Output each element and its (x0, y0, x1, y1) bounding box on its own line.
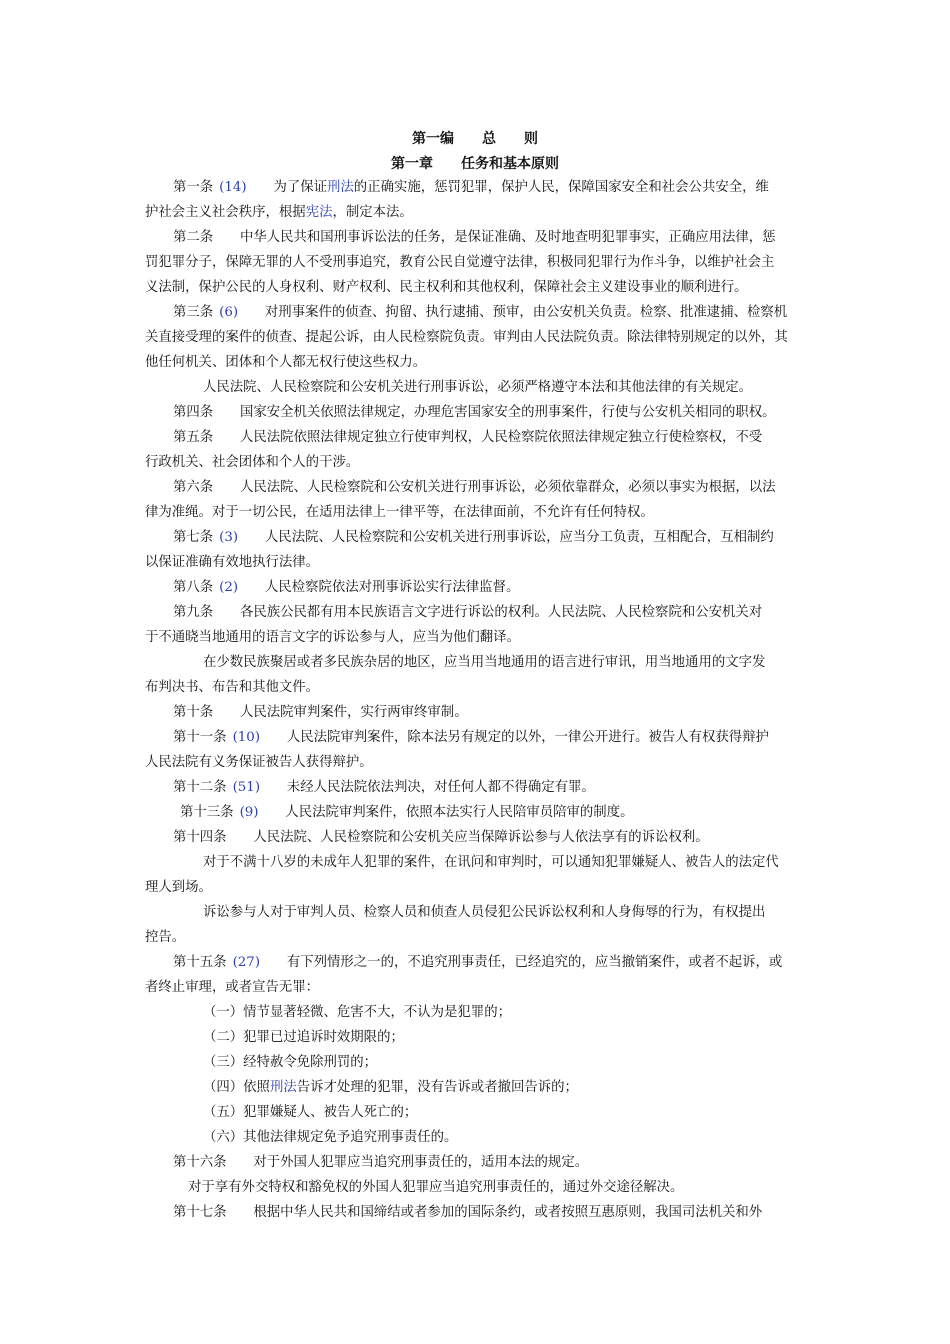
article-label: 第一条 (173, 180, 214, 195)
article-15-line-1 (173, 955, 782, 971)
article-14-para-3-line-2: 控告。 (145, 930, 186, 945)
article-2-line-1: 第二条 中华人民共和国刑事诉讼法的任务，是保证准确、及时地查明犯罪事实，正确应用法律，惩 (173, 230, 776, 245)
article-ref: (51) (232, 780, 261, 795)
text: ，制定本法。 (332, 205, 413, 220)
text: 的正确实施，惩罚犯罪，保护人民，保障国家安全和社会公共安全，维 (353, 180, 769, 195)
article-7-line-2: 以保证准确有效地执行法律。 (145, 555, 320, 570)
article-label: 第十五条 (173, 955, 227, 970)
xianfa-link[interactable]: 宪法 (305, 205, 333, 220)
article-2-line-2: 罚犯罪分子，保障无罪的人不受刑事追究，教育公民自觉遵守法律，积极同犯罪行为作斗争，以维护社会主 (145, 255, 775, 270)
article-1-line-2 (145, 205, 413, 221)
article-7-line-1 (173, 530, 774, 546)
text: 为了保证 (246, 180, 328, 195)
article-16-line-1: 第十六条 对于外国人犯罪应当追究刑事责任的，适用本法的规定。 (173, 1155, 589, 1170)
article-4-line-1: 第四条 国家安全机关依照法律规定，办理危害国家安全的刑事案件，行使与公安机关相同的职权。 (173, 405, 776, 420)
article-ref: (3) (219, 530, 239, 545)
article-label: 第十三条 (180, 805, 234, 820)
article-3-para-2: 人民法院、人民检察院和公安机关进行刑事诉讼，必须严格遵守本法和其他法律的有关规定。 (203, 380, 753, 395)
text: 人民法院审判案件，依照本法实行人民陪审员陪审的制度。 (258, 805, 634, 820)
article-3-line-1 (173, 305, 787, 321)
article-9-para-2-line-2: 布判决书、布告和其他文件。 (145, 680, 320, 695)
article-5-line-2: 行政机关、社会团体和个人的干涉。 (145, 455, 360, 470)
article-14-para-2-line-1: 对于不满十八岁的未成年人犯罪的案件，在讯问和审判时，可以通知犯罪嫌疑人、被告人的法定代 (203, 855, 779, 870)
article-9-line-2: 于不通晓当地通用的语言文字的诉讼参与人，应当为他们翻译。 (145, 630, 520, 645)
text: （四）依照 (203, 1080, 270, 1095)
article-5-line-1: 第五条 人民法院依照法律规定独立行使审判权，人民检察院依照法律规定独立行使检察权，不受 (173, 430, 763, 445)
article-3-line-3: 他任何机关、团体和个人都无权行使这些权力。 (145, 355, 427, 370)
part-heading: 第一编 总 则 (412, 131, 538, 147)
article-ref: (27) (232, 955, 261, 970)
chapter-heading: 第一章 任务和基本原则 (391, 156, 559, 172)
article-15-item-4 (203, 1080, 578, 1096)
article-8-line-1 (173, 580, 519, 596)
article-ref: (6) (219, 305, 239, 320)
article-ref: (2) (219, 580, 239, 595)
text: 人民法院、人民检察院和公安机关进行刑事诉讼，应当分工负责，互相配合，互相制约 (238, 530, 774, 545)
article-10-line-1: 第十条 人民法院审判案件，实行两审终审制。 (173, 705, 468, 720)
article-15-item-6: （六）其他法律规定免予追究刑事责任的。 (203, 1130, 458, 1145)
text: 护社会主义社会秩序，根据 (145, 205, 306, 220)
article-11-line-1 (173, 730, 769, 746)
article-6-line-2: 律为准绳。对于一切公民，在适用法律上一律平等，在法律面前，不允许有任何特权。 (145, 505, 654, 520)
article-1-line-1 (173, 180, 769, 196)
text: 有下列情形之一的，不追究刑事责任，已经追究的，应当撤销案件，或者不起诉，或 (260, 955, 783, 970)
article-label: 第七条 (173, 530, 214, 545)
article-12-line-1 (173, 780, 595, 796)
article-14-para-3-line-1: 诉讼参与人对于审判人员、检察人员和侦查人员侵犯公民诉讼权利和人身侮辱的行为，有权提出 (203, 905, 766, 920)
article-label: 第十二条 (173, 780, 227, 795)
article-13-line-1 (180, 805, 633, 821)
article-ref: (9) (239, 805, 259, 820)
article-17-line-1: 第十七条 根据中华人民共和国缔结或者参加的国际条约，或者按照互惠原则，我国司法机关和外 (173, 1205, 763, 1220)
article-16-para-2: 对于享有外交特权和豁免权的外国人犯罪应当追究刑事责任的，通过外交途径解决。 (188, 1180, 684, 1195)
text: 人民法院审判案件，除本法另有规定的以外，一律公开进行。被告人有权获得辩护 (260, 730, 769, 745)
article-2-line-3: 义法制，保护公民的人身权利、财产权利、民主权利和其他权利，保障社会主义建设事业的顺利进行。 (145, 280, 748, 295)
article-15-line-2: 者终止审理，或者宣告无罪： (145, 980, 320, 995)
article-14-para-2-line-2: 理人到场。 (145, 880, 212, 895)
text: 告诉才处理的犯罪，没有告诉或者撤回告诉的； (296, 1080, 578, 1095)
article-ref: (14) (219, 180, 247, 195)
xingfa-link[interactable]: 刑法 (327, 180, 354, 195)
text: 对刑事案件的侦查、拘留、执行逮捕、预审，由公安机关负责。检察、批准逮捕、检察机 (238, 305, 788, 320)
article-6-line-1: 第六条 人民法院、人民检察院和公安机关进行刑事诉讼，必须依靠群众，必须以事实为根据，以法 (173, 480, 776, 495)
text: 人民检察院依法对刑事诉讼实行法律监督。 (238, 580, 520, 595)
article-label: 第十一条 (173, 730, 227, 745)
text: 未经人民法院依法判决，对任何人都不得确定有罪。 (260, 780, 595, 795)
article-11-line-2: 人民法院有义务保证被告人获得辩护。 (145, 755, 373, 770)
article-15-item-3: （三）经特赦令免除刑罚的； (203, 1055, 378, 1070)
article-9-para-2-line-1: 在少数民族聚居或者多民族杂居的地区，应当用当地通用的语言进行审讯，用当地通用的文字发 (203, 655, 766, 670)
article-9-line-1: 第九条 各民族公民都有用本民族语言文字进行诉讼的权利。人民法院、人民检察院和公安机关对 (173, 605, 763, 620)
article-label: 第八条 (173, 580, 214, 595)
article-3-line-2: 关直接受理的案件的侦查、提起公诉，由人民检察院负责。审判由人民法院负责。除法律特别规定的以外，其 (145, 330, 788, 345)
xingfa-link[interactable]: 刑法 (269, 1080, 297, 1095)
article-label: 第三条 (173, 305, 214, 320)
article-15-item-2: （二）犯罪已过追诉时效期限的； (203, 1030, 404, 1045)
article-15-item-1: （一）情节显著轻微、危害不大，不认为是犯罪的； (203, 1005, 511, 1020)
article-14-line-1: 第十四条 人民法院、人民检察院和公安机关应当保障诉讼参与人依法享有的诉讼权利。 (173, 830, 709, 845)
article-ref: (10) (232, 730, 261, 745)
article-15-item-5: （五）犯罪嫌疑人、被告人死亡的； (203, 1105, 418, 1120)
